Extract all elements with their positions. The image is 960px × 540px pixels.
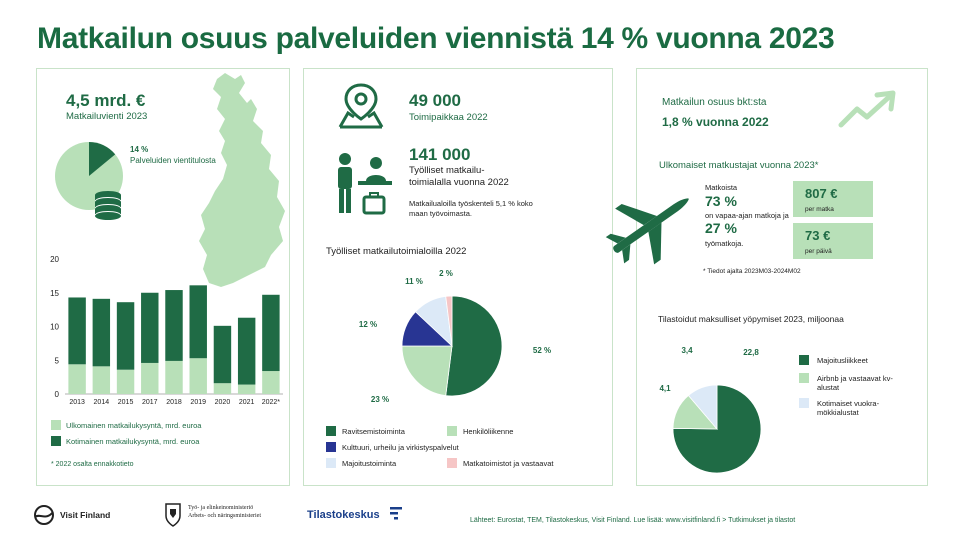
employees-value: 141 000	[409, 145, 471, 164]
legend-swatch-agencies	[447, 458, 457, 468]
page-title: Matkailun osuus palveluiden viennistä 14 % vuonna 2023	[37, 22, 835, 55]
bar-segment-domestic	[117, 302, 134, 370]
sources-text: Lähteet: Eurostat, TEM, Tilastokeskus, Visit Finland. Lue lisää: www.visitfinland.fi > Tutkimukset ja tilastot	[470, 517, 796, 524]
bar-segment-foreign	[262, 371, 279, 394]
bar-segment-domestic	[141, 293, 158, 363]
demand-bar-chart	[37, 249, 291, 409]
pie-value-label: 11 %	[405, 277, 423, 286]
bar-segment-foreign	[68, 364, 85, 394]
legend-swatch-cottages	[799, 398, 809, 408]
per-trip-value: 807 €	[805, 186, 838, 201]
bar-segment-foreign	[214, 383, 231, 394]
legend-domestic-label: Kotimainen matkailukysyntä, mrd. euroa	[66, 437, 200, 446]
bar-segment-domestic	[262, 295, 279, 371]
legend-swatch-restaurants	[326, 426, 336, 436]
legend-agencies: Matkatoimistot ja vastaavat	[463, 459, 554, 468]
bar-x-tick: 2014	[93, 399, 110, 406]
airplane-icon	[601, 183, 701, 267]
bar-y-tick: 5	[54, 356, 59, 366]
ministry-crest-icon	[162, 500, 184, 528]
tourism-export-panel	[36, 68, 290, 486]
per-day-box	[793, 223, 873, 259]
work-pct: 27 %	[705, 220, 737, 236]
ministry-logo-line1: Työ- ja elinkeinoministeriö	[188, 505, 254, 511]
gdp-travellers-panel	[636, 68, 928, 486]
employees-note-1: Matkailualoilla työskenteli 5,1 % koko	[409, 199, 533, 208]
bar-y-tick: 10	[50, 322, 59, 332]
work-label: työmatkoja.	[705, 239, 744, 248]
bar-segment-domestic	[238, 318, 255, 385]
bar-x-tick: 2017	[141, 399, 158, 406]
legend-hotels: Majoitusliikkeet	[817, 356, 868, 365]
export-share-value: 14 %	[130, 145, 149, 154]
bar-segment-foreign	[117, 370, 134, 394]
bar-x-tick: 2020	[214, 399, 231, 406]
bar-segment-foreign	[238, 385, 255, 394]
bar-x-tick: 2021	[238, 399, 255, 406]
bar-segment-domestic	[68, 297, 85, 364]
bar-y-tick: 20	[50, 255, 59, 264]
locations-value: 49 000	[409, 91, 461, 110]
employees-label-2: toimialalla vuonna 2022	[409, 177, 509, 188]
pie-value-label: 3,4	[681, 346, 693, 355]
pie-slice	[446, 296, 502, 396]
legend-swatch-domestic	[51, 436, 61, 446]
employment-pie-chart	[324, 264, 594, 414]
workers-icon	[332, 151, 394, 217]
pie-value-label: 23 %	[370, 395, 390, 404]
nights-pie-title: Tilastoidut maksulliset yöpymiset 2023, miljoonaa	[658, 314, 844, 324]
legend-foreign-label: Ulkomainen matkailukysyntä, mrd. euroa	[66, 421, 202, 430]
export-share-label: Palveluiden vientitulosta	[130, 156, 216, 165]
per-trip-label: per matka	[805, 206, 834, 213]
ministry-logo-line2: Arbets- och näringsministeriet	[188, 513, 261, 519]
gdp-label: Matkailun osuus bkt:sta	[662, 97, 767, 108]
pie-slice	[402, 346, 452, 396]
employment-pie-title: Työlliset matkailutoimialoilla 2022	[326, 246, 467, 257]
legend-airbnb-1: Airbnb ja vastaavat kv-	[817, 374, 893, 383]
legend-passenger: Henkilöliikenne	[463, 427, 514, 436]
legend-swatch-passenger	[447, 426, 457, 436]
per-trip-box	[793, 181, 873, 217]
legend-swatch-airbnb	[799, 373, 809, 383]
visit-finland-logo: Visit Finland	[60, 510, 111, 520]
nights-pie-chart	[647, 339, 807, 479]
bar-x-tick: 2018	[166, 399, 182, 406]
per-day-label: per päivä	[805, 248, 832, 255]
bar-segment-domestic	[214, 326, 231, 383]
legend-culture: Kulttuuri, urheilu ja virkistyspalvelut	[342, 443, 459, 452]
legend-restaurants: Ravitsemistoiminta	[342, 427, 405, 436]
bar-segment-foreign	[165, 361, 182, 394]
employment-panel	[303, 68, 613, 486]
employees-note-2: maan työvoimasta.	[409, 209, 472, 218]
bar-segment-domestic	[190, 285, 207, 358]
bar-x-tick: 2015	[117, 399, 134, 406]
bar-segment-foreign	[190, 358, 207, 394]
legend-accommodation: Majoitustoiminta	[342, 459, 397, 468]
bar-segment-domestic	[93, 299, 110, 367]
statistics-finland-logo: Tilastokeskus	[307, 509, 380, 521]
visit-finland-logo-icon	[32, 503, 56, 527]
pie-value-label: 12 %	[358, 320, 378, 329]
bar-y-tick: 15	[50, 288, 59, 298]
legend-swatch-hotels	[799, 355, 809, 365]
bar-segment-foreign	[141, 363, 158, 394]
employees-label-1: Työlliset matkailu-	[409, 165, 485, 176]
export-label: Matkailuvienti 2023	[66, 111, 148, 122]
travellers-title: Ulkomaiset matkustajat vuonna 2023*	[659, 160, 819, 171]
leisure-pct: 73 %	[705, 193, 737, 209]
legend-swatch-foreign	[51, 420, 61, 430]
preliminary-note: * 2022 osalta ennakkotieto	[51, 461, 134, 468]
bar-x-tick: 2019	[190, 399, 207, 406]
map-pin-icon	[336, 83, 386, 129]
travellers-note: * Tiedot ajalta 2023M03-2024M02	[703, 268, 801, 275]
leisure-label: on vapaa-ajan matkoja ja	[705, 211, 789, 220]
gdp-value: 1,8 % vuonna 2022	[662, 115, 769, 129]
pie-value-label: 22,8	[743, 348, 759, 357]
legend-swatch-accommodation	[326, 458, 336, 468]
bar-segment-foreign	[93, 366, 110, 394]
coins-icon	[91, 189, 125, 223]
bar-x-tick: 2013	[69, 399, 85, 406]
bar-y-tick: 0	[54, 390, 59, 399]
legend-airbnb-2: alustat	[817, 383, 840, 392]
bar-segment-domestic	[165, 290, 182, 361]
export-value: 4,5 mrd. €	[66, 91, 146, 110]
legend-cottages-2: mökkialustat	[817, 408, 859, 417]
pie-value-label: 52 %	[532, 346, 552, 355]
locations-label: Toimipaikkaa 2022	[409, 112, 488, 123]
pie-value-label: 4,1	[659, 384, 671, 393]
per-day-value: 73 €	[805, 228, 831, 243]
trips-of-which: Matkoista	[705, 183, 738, 192]
statistics-finland-logo-icon	[389, 505, 403, 523]
pie-value-label: 2 %	[439, 269, 453, 278]
bar-x-tick: 2022*	[261, 399, 281, 406]
legend-cottages-1: Kotimaiset vuokra-	[817, 399, 880, 408]
trend-up-icon	[837, 89, 899, 131]
legend-swatch-culture	[326, 442, 336, 452]
